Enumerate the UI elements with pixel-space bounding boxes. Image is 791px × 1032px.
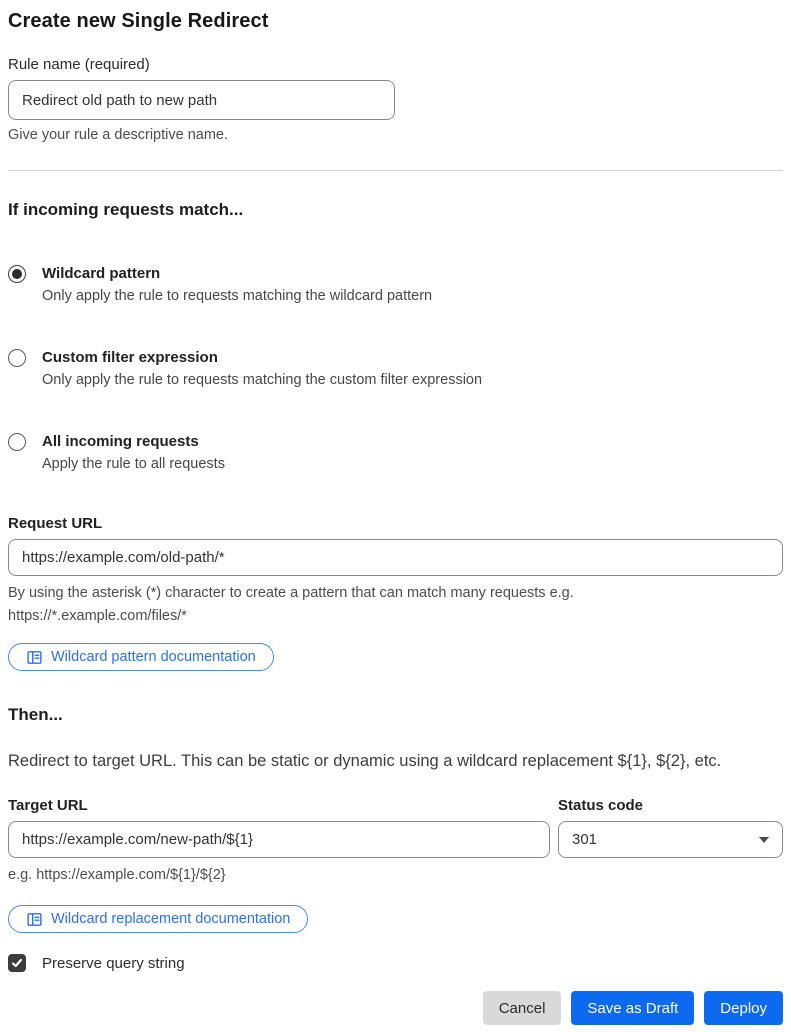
match-section-heading: If incoming requests match...	[8, 200, 244, 219]
radio-option-all-incoming-requests[interactable]	[8, 431, 783, 475]
doc-button-label: Wildcard pattern documentation	[51, 649, 256, 665]
preserve-query-string-row[interactable]	[8, 954, 783, 972]
radio-icon[interactable]	[8, 433, 26, 451]
status-code-label: Status code	[558, 797, 644, 814]
radio-option-label: Custom filter expression	[42, 349, 218, 366]
status-code-selected-value: 301	[572, 831, 598, 848]
target-url-label: Target URL	[8, 797, 88, 814]
radio-option-label: All incoming requests	[42, 433, 199, 450]
radio-option-label: Wildcard pattern	[42, 265, 161, 282]
save-as-draft-button[interactable]: Save as Draft	[571, 991, 694, 1025]
status-code-select[interactable]	[558, 821, 783, 858]
request-url-help-line1: By using the asterisk (*) character to create a pattern that can match many requests e.g.	[8, 585, 574, 601]
radio-icon[interactable]	[8, 265, 26, 283]
request-url-label: Request URL	[8, 515, 103, 532]
target-url-field	[8, 796, 550, 887]
target-url-help: e.g. https://example.com/${1}/${2}	[8, 867, 226, 883]
page-title: Create new Single Redirect	[8, 10, 269, 32]
check-icon	[11, 957, 23, 969]
rule-name-help: Give your rule a descriptive name.	[8, 127, 229, 143]
radio-option-description: Apply the rule to all requests	[42, 456, 225, 472]
request-url-help-line2: https://*.example.com/files/*	[8, 608, 187, 624]
section-divider	[8, 170, 783, 171]
preserve-query-string-label: Preserve query string	[42, 954, 185, 972]
match-type-radio-group	[8, 263, 783, 475]
request-url-help	[8, 582, 783, 628]
deploy-button[interactable]: Deploy	[704, 991, 783, 1025]
cancel-button[interactable]: Cancel	[483, 991, 562, 1025]
request-url-section	[8, 514, 783, 671]
radio-option-description: Only apply the rule to requests matching the custom filter expression	[42, 372, 483, 388]
rule-name-section	[8, 55, 783, 147]
open-book-icon	[26, 649, 43, 666]
doc-button-label: Wildcard replacement documentation	[51, 911, 291, 927]
wildcard-pattern-docs-button[interactable]	[8, 643, 274, 671]
radio-option-description: Only apply the rule to requests matching the wildcard pattern	[42, 288, 433, 304]
target-url-input[interactable]	[8, 821, 550, 858]
status-code-field	[558, 796, 783, 887]
preserve-query-string-checkbox[interactable]	[8, 954, 26, 972]
target-and-status-row	[8, 796, 783, 887]
caret-down-icon	[759, 837, 769, 843]
footer-actions	[8, 991, 783, 1025]
open-book-icon	[26, 911, 43, 928]
radio-icon[interactable]	[8, 349, 26, 367]
radio-option-custom-filter-expression[interactable]	[8, 347, 783, 391]
radio-option-wildcard-pattern[interactable]	[8, 263, 783, 307]
then-section-heading: Then...	[8, 705, 63, 724]
rule-name-label: Rule name (required)	[8, 56, 150, 73]
then-section-description: Redirect to target URL. This can be static or dynamic using a wildcard replacement ${1}, ${2}, etc.	[8, 752, 722, 770]
request-url-input[interactable]	[8, 539, 783, 576]
rule-name-input[interactable]	[8, 80, 395, 120]
wildcard-replacement-docs-button[interactable]	[8, 905, 308, 933]
